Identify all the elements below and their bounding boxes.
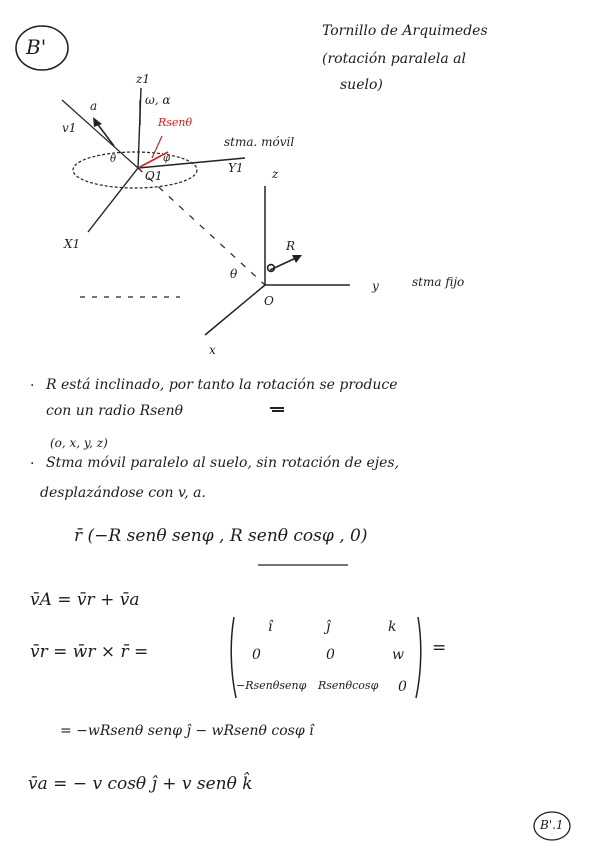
position-vector: r̄ (−R senθ senφ , R senθ cosφ , 0) xyxy=(74,526,368,546)
label-x: x xyxy=(209,343,216,357)
matrix-c2: Rsenθcosφ xyxy=(318,679,379,692)
label-z: z xyxy=(272,167,279,181)
matrix-k: k xyxy=(388,619,397,635)
label-a: a xyxy=(90,99,98,113)
note-line-2: con un radio Rsenθ xyxy=(46,403,184,419)
label-x1: X1 xyxy=(64,237,81,251)
vr-result: = −wRsenθ senφ ĵ − wRsenθ cosφ î xyxy=(60,723,314,739)
matrix-w: w xyxy=(392,647,404,663)
label-y: y xyxy=(372,279,379,293)
note-line-5: desplazándose con v, a. xyxy=(40,485,206,501)
label-omega: ω, α xyxy=(145,93,171,107)
axis-x1 xyxy=(88,168,138,232)
label-rsen: Rsenθ xyxy=(158,116,193,129)
title-line-1: Tornillo de Arquimedes xyxy=(322,23,488,39)
velocity-sum: v̄A = v̄r + v̄a xyxy=(30,590,140,610)
v1-arrowhead xyxy=(93,117,102,127)
va-result: v̄a = − v cosθ ĵ + v senθ k̂ xyxy=(28,774,253,794)
rotation-ellipse xyxy=(73,152,197,188)
matrix-j: ĵ xyxy=(326,619,331,635)
matrix-i: î xyxy=(268,619,273,635)
det-equals: = xyxy=(432,638,447,658)
det-right-bar xyxy=(416,617,421,698)
label-moving-system: stma. móvil xyxy=(224,135,295,149)
page-badge: B' xyxy=(26,35,47,59)
vr-cross-product: v̄r = w̄r × r̄ = xyxy=(30,642,149,662)
label-y1: Y1 xyxy=(228,161,244,175)
note-line-1: R está inclinado, por tanto la rotación se produce xyxy=(46,377,398,393)
label-phi-small: φ xyxy=(163,153,171,164)
label-v1: v1 xyxy=(62,121,77,135)
page-ref: B'.1 xyxy=(540,818,564,832)
matrix-c1: −Rsenθsenφ xyxy=(236,679,307,692)
dashed-connection xyxy=(138,168,265,285)
bullet-dot: · xyxy=(30,378,35,394)
label-o1: O1 xyxy=(145,169,163,183)
matrix-0c: 0 xyxy=(398,679,407,695)
bullet-dot: · xyxy=(30,456,35,472)
note-line-4: Stma móvil paralelo al suelo, sin rotación de ejes, xyxy=(46,455,400,471)
title-line-2: (rotación paralela al xyxy=(322,51,466,67)
label-fixed-system: stma fijo xyxy=(412,275,465,289)
label-theta-small: θ xyxy=(110,154,117,165)
title-line-3: suelo) xyxy=(340,77,383,93)
scribble-mark xyxy=(270,408,284,411)
label-R: R xyxy=(286,239,296,253)
note-line-3: (o, x, y, z) xyxy=(50,436,108,450)
v1-arrow xyxy=(96,122,114,146)
matrix-0a: 0 xyxy=(252,647,261,663)
axis-x xyxy=(205,285,265,335)
label-o: O xyxy=(264,294,274,308)
matrix-0b: 0 xyxy=(326,647,335,663)
radius-red-pointer xyxy=(152,136,162,158)
label-z1: z1 xyxy=(136,72,150,86)
label-theta: θ xyxy=(230,267,238,281)
